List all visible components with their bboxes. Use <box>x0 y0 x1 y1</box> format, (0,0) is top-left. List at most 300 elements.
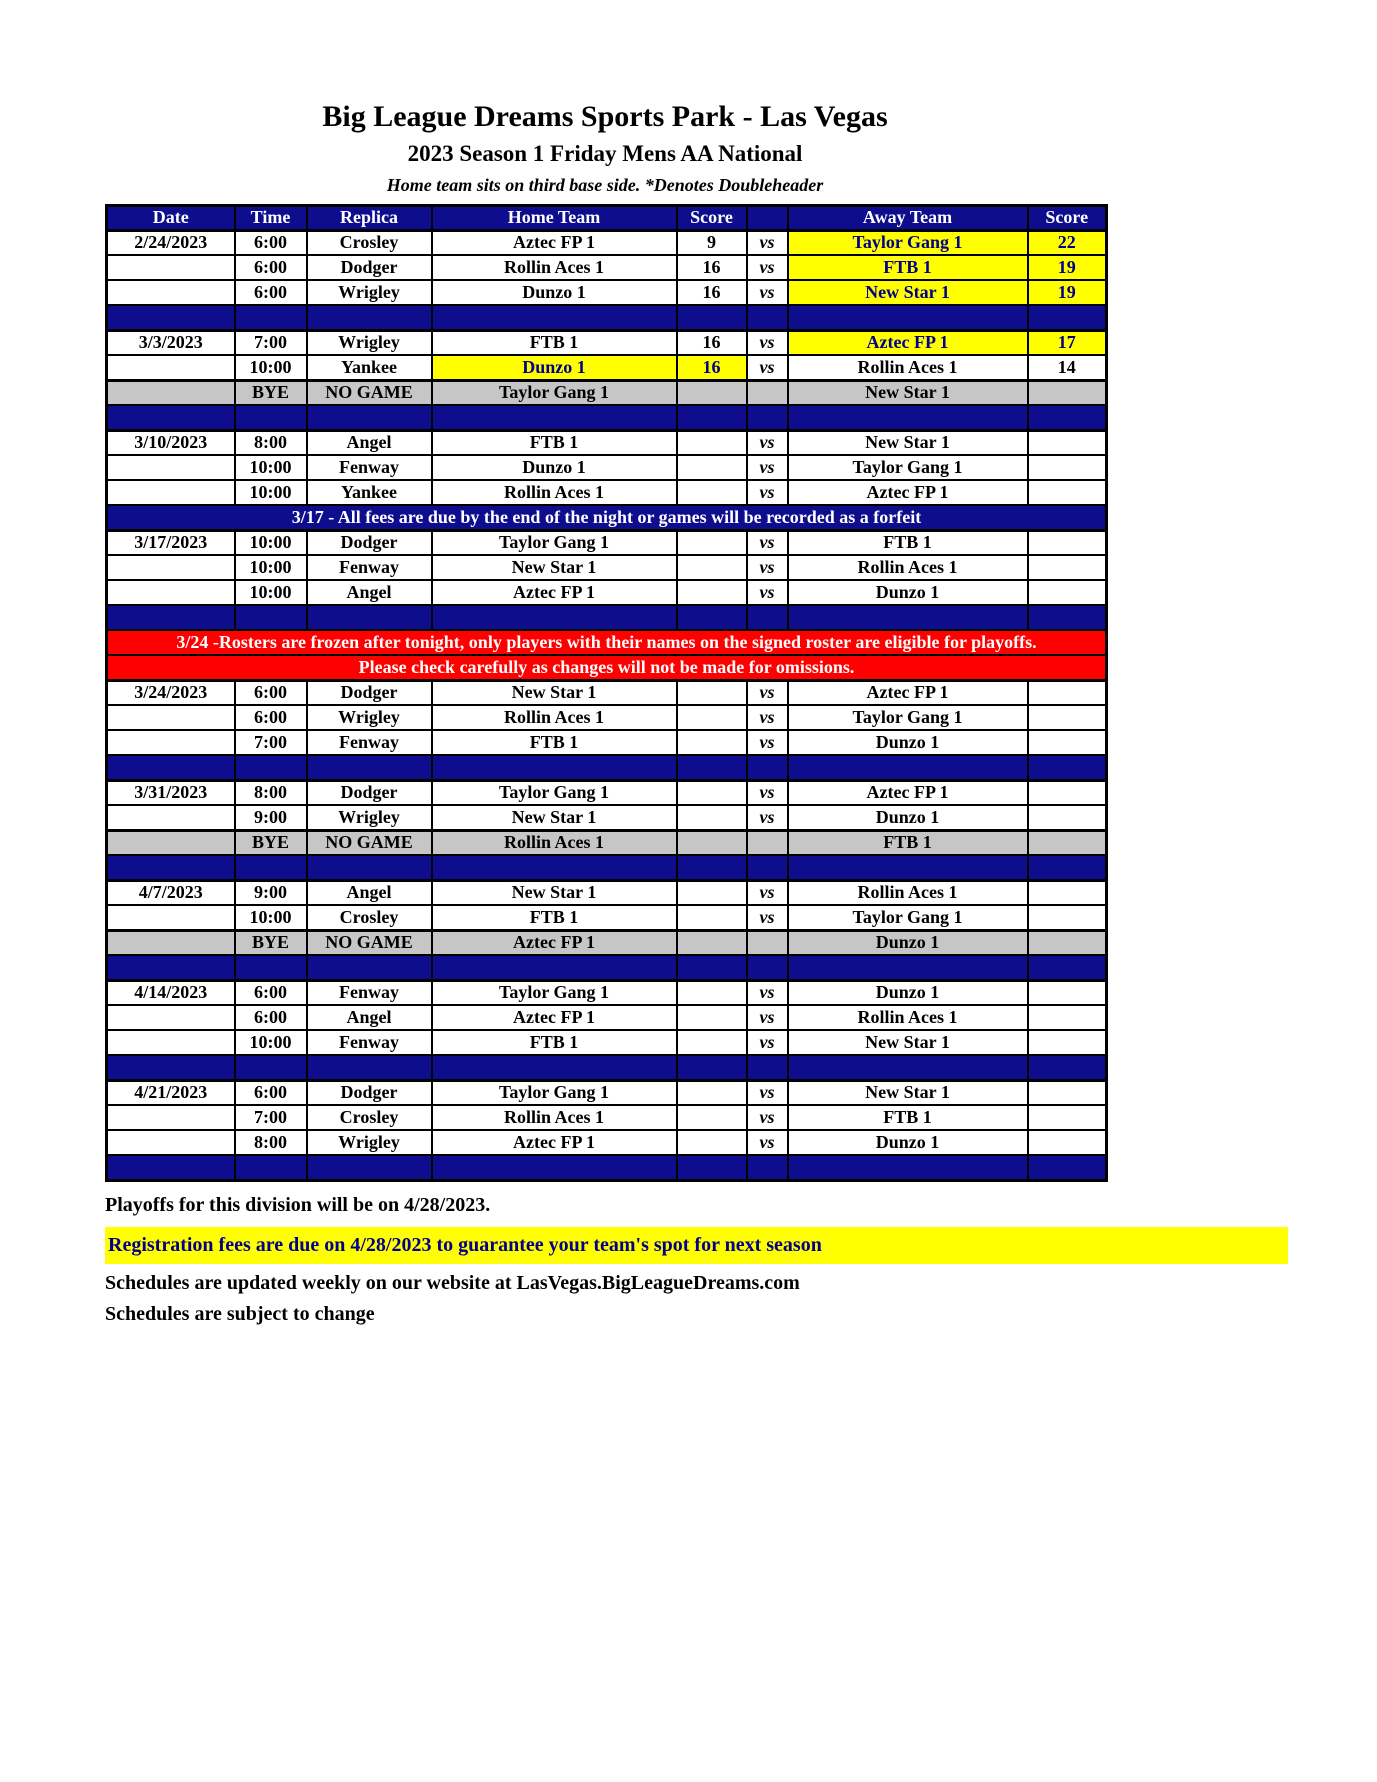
away-score-cell <box>1028 455 1107 480</box>
away-team-cell: New Star 1 <box>788 430 1028 455</box>
separator-cell <box>107 755 235 780</box>
date-cell <box>107 730 235 755</box>
time-cell: 7:00 <box>235 330 307 355</box>
time-cell: 10:00 <box>235 555 307 580</box>
column-header-date: Date <box>107 205 235 230</box>
home-score-cell <box>677 730 747 755</box>
separator-cell <box>107 1055 235 1080</box>
schedule-table-head <box>107 205 1107 230</box>
time-cell: 10:00 <box>235 355 307 380</box>
separator-cell <box>788 955 1028 980</box>
heading-block <box>105 100 1105 196</box>
separator-row <box>107 305 1107 330</box>
away-team-cell: New Star 1 <box>788 1080 1028 1105</box>
time-cell: 6:00 <box>235 255 307 280</box>
home-score-cell <box>677 1130 747 1155</box>
away-team-cell: Taylor Gang 1 <box>788 905 1028 930</box>
game-row <box>107 330 1107 355</box>
separator-cell <box>432 855 677 880</box>
separator-cell <box>235 305 307 330</box>
vs-cell: vs <box>747 230 788 255</box>
separator-cell <box>107 1155 235 1180</box>
separator-cell <box>788 755 1028 780</box>
replica-cell: Wrigley <box>307 330 432 355</box>
date-cell: 3/3/2023 <box>107 330 235 355</box>
date-cell <box>107 380 235 405</box>
registration-note: Registration fees are due on 4/28/2023 to guarantee your team's spot for next season <box>105 1227 1288 1264</box>
home-team-cell: Aztec FP 1 <box>432 930 677 955</box>
home-team-cell: FTB 1 <box>432 730 677 755</box>
vs-cell: vs <box>747 880 788 905</box>
away-score-cell <box>1028 980 1107 1005</box>
date-cell <box>107 480 235 505</box>
away-score-cell: 19 <box>1028 280 1107 305</box>
away-team-cell: Taylor Gang 1 <box>788 230 1028 255</box>
vs-cell: vs <box>747 1005 788 1030</box>
vs-cell: vs <box>747 1080 788 1105</box>
time-cell: 10:00 <box>235 580 307 605</box>
vs-cell: vs <box>747 1030 788 1055</box>
separator-row <box>107 855 1107 880</box>
date-cell <box>107 455 235 480</box>
game-row <box>107 1130 1107 1155</box>
home-team-cell: New Star 1 <box>432 555 677 580</box>
time-cell: 6:00 <box>235 980 307 1005</box>
date-cell: 4/14/2023 <box>107 980 235 1005</box>
bye-row <box>107 830 1107 855</box>
separator-row <box>107 955 1107 980</box>
banner-row <box>107 505 1107 530</box>
replica-cell: Fenway <box>307 730 432 755</box>
vs-cell: vs <box>747 355 788 380</box>
home-score-cell <box>677 680 747 705</box>
separator-cell <box>432 605 677 630</box>
date-cell <box>107 1130 235 1155</box>
date-cell: 4/7/2023 <box>107 880 235 905</box>
date-cell <box>107 1105 235 1130</box>
notice-row <box>107 630 1107 655</box>
home-score-cell <box>677 980 747 1005</box>
home-score-cell: 16 <box>677 330 747 355</box>
away-score-cell <box>1028 580 1107 605</box>
vs-cell: vs <box>747 530 788 555</box>
away-score-cell <box>1028 680 1107 705</box>
home-score-cell <box>677 530 747 555</box>
separator-cell <box>1028 855 1107 880</box>
date-cell <box>107 355 235 380</box>
home-team-cell: FTB 1 <box>432 905 677 930</box>
game-row <box>107 1080 1107 1105</box>
separator-cell <box>788 305 1028 330</box>
separator-cell <box>307 405 432 430</box>
notice-row <box>107 655 1107 680</box>
away-score-cell: 17 <box>1028 330 1107 355</box>
date-cell <box>107 830 235 855</box>
separator-cell <box>747 955 788 980</box>
separator-cell <box>788 405 1028 430</box>
separator-cell <box>1028 1055 1107 1080</box>
time-cell: 9:00 <box>235 805 307 830</box>
date-cell: 3/10/2023 <box>107 430 235 455</box>
home-score-cell <box>677 830 747 855</box>
replica-cell: Dodger <box>307 255 432 280</box>
home-score-cell <box>677 430 747 455</box>
home-team-cell: Dunzo 1 <box>432 355 677 380</box>
home-score-cell <box>677 1105 747 1130</box>
away-score-cell <box>1028 1130 1107 1155</box>
separator-cell <box>788 1155 1028 1180</box>
separator-cell <box>307 605 432 630</box>
away-team-cell: Dunzo 1 <box>788 730 1028 755</box>
home-score-cell: 16 <box>677 355 747 380</box>
notice-text-cell: Please check carefully as changes will not be made for omissions. <box>107 655 1107 680</box>
column-header-score: Score <box>677 205 747 230</box>
playoffs-note: Playoffs for this division will be on 4/28/2023. <box>105 1193 491 1216</box>
home-team-cell: Rollin Aces 1 <box>432 1105 677 1130</box>
separator-cell <box>107 855 235 880</box>
separator-cell <box>747 1155 788 1180</box>
home-team-note: Home team sits on third base side. *Denotes Doubleheader <box>386 174 824 195</box>
date-cell <box>107 805 235 830</box>
replica-cell: Crosley <box>307 905 432 930</box>
away-score-cell <box>1028 555 1107 580</box>
home-team-cell: Rollin Aces 1 <box>432 705 677 730</box>
date-cell: 4/21/2023 <box>107 1080 235 1105</box>
away-score-cell <box>1028 805 1107 830</box>
home-score-cell <box>677 880 747 905</box>
schedule-table-body <box>107 230 1107 1180</box>
vs-cell: vs <box>747 905 788 930</box>
time-cell: 8:00 <box>235 780 307 805</box>
away-team-cell: Rollin Aces 1 <box>788 555 1028 580</box>
replica-cell: NO GAME <box>307 380 432 405</box>
footer-block <box>105 1192 1285 1328</box>
time-cell: 10:00 <box>235 905 307 930</box>
separator-row <box>107 1055 1107 1080</box>
away-score-cell <box>1028 880 1107 905</box>
away-team-cell: New Star 1 <box>788 280 1028 305</box>
away-team-cell: Aztec FP 1 <box>788 330 1028 355</box>
replica-cell: Crosley <box>307 1105 432 1130</box>
home-team-cell: Aztec FP 1 <box>432 580 677 605</box>
bye-row <box>107 380 1107 405</box>
separator-cell <box>1028 305 1107 330</box>
separator-cell <box>747 605 788 630</box>
separator-cell <box>235 755 307 780</box>
home-team-cell: Taylor Gang 1 <box>432 530 677 555</box>
away-team-cell: Rollin Aces 1 <box>788 1005 1028 1030</box>
home-team-cell: Dunzo 1 <box>432 280 677 305</box>
home-team-cell: Taylor Gang 1 <box>432 380 677 405</box>
vs-cell <box>747 380 788 405</box>
separator-cell <box>677 855 747 880</box>
home-score-cell: 16 <box>677 280 747 305</box>
away-team-cell: Aztec FP 1 <box>788 680 1028 705</box>
replica-cell: Dodger <box>307 1080 432 1105</box>
replica-cell: Dodger <box>307 780 432 805</box>
replica-cell: NO GAME <box>307 830 432 855</box>
home-score-cell <box>677 480 747 505</box>
time-cell: BYE <box>235 930 307 955</box>
away-team-cell: Taylor Gang 1 <box>788 705 1028 730</box>
replica-cell: Wrigley <box>307 1130 432 1155</box>
game-row <box>107 880 1107 905</box>
vs-cell: vs <box>747 705 788 730</box>
home-team-cell: New Star 1 <box>432 805 677 830</box>
replica-cell: Fenway <box>307 555 432 580</box>
separator-cell <box>107 605 235 630</box>
game-row <box>107 1105 1107 1130</box>
away-score-cell: 14 <box>1028 355 1107 380</box>
vs-cell: vs <box>747 430 788 455</box>
away-team-cell: New Star 1 <box>788 380 1028 405</box>
home-score-cell <box>677 780 747 805</box>
separator-row <box>107 405 1107 430</box>
game-row <box>107 530 1107 555</box>
time-cell: 6:00 <box>235 705 307 730</box>
away-score-cell <box>1028 930 1107 955</box>
vs-cell: vs <box>747 580 788 605</box>
game-row <box>107 455 1107 480</box>
home-team-cell: Taylor Gang 1 <box>432 1080 677 1105</box>
banner-text-cell: 3/17 - All fees are due by the end of the night or games will be recorded as a forfeit <box>107 505 1107 530</box>
game-row <box>107 1030 1107 1055</box>
separator-cell <box>235 855 307 880</box>
game-row <box>107 255 1107 280</box>
home-score-cell: 9 <box>677 230 747 255</box>
date-cell <box>107 1030 235 1055</box>
date-cell: 3/31/2023 <box>107 780 235 805</box>
replica-cell: Wrigley <box>307 805 432 830</box>
home-team-cell: New Star 1 <box>432 680 677 705</box>
home-score-cell <box>677 1005 747 1030</box>
separator-cell <box>235 1155 307 1180</box>
away-score-cell <box>1028 830 1107 855</box>
time-cell: 7:00 <box>235 730 307 755</box>
separator-cell <box>307 855 432 880</box>
away-score-cell <box>1028 380 1107 405</box>
separator-cell <box>747 855 788 880</box>
time-cell: 10:00 <box>235 1030 307 1055</box>
time-cell: 8:00 <box>235 1130 307 1155</box>
away-score-cell: 19 <box>1028 255 1107 280</box>
vs-cell <box>747 830 788 855</box>
separator-cell <box>747 1055 788 1080</box>
home-score-cell <box>677 930 747 955</box>
game-row <box>107 905 1107 930</box>
separator-cell <box>432 955 677 980</box>
separator-cell <box>307 755 432 780</box>
replica-cell: Crosley <box>307 230 432 255</box>
away-team-cell: Aztec FP 1 <box>788 780 1028 805</box>
time-cell: 6:00 <box>235 230 307 255</box>
away-team-cell: FTB 1 <box>788 830 1028 855</box>
game-row <box>107 980 1107 1005</box>
bye-row <box>107 930 1107 955</box>
replica-cell: Wrigley <box>307 705 432 730</box>
column-header-vs <box>747 205 788 230</box>
game-row <box>107 555 1107 580</box>
separator-cell <box>307 1155 432 1180</box>
time-cell: 6:00 <box>235 1005 307 1030</box>
away-team-cell: Dunzo 1 <box>788 805 1028 830</box>
separator-cell <box>235 1055 307 1080</box>
vs-cell: vs <box>747 980 788 1005</box>
separator-cell <box>788 605 1028 630</box>
separator-cell <box>747 755 788 780</box>
home-team-cell: Dunzo 1 <box>432 455 677 480</box>
home-team-cell: Aztec FP 1 <box>432 1130 677 1155</box>
away-team-cell: New Star 1 <box>788 1030 1028 1055</box>
separator-row <box>107 605 1107 630</box>
separator-cell <box>307 305 432 330</box>
date-cell <box>107 555 235 580</box>
vs-cell: vs <box>747 255 788 280</box>
away-team-cell: FTB 1 <box>788 255 1028 280</box>
replica-cell: Angel <box>307 580 432 605</box>
home-score-cell <box>677 580 747 605</box>
home-team-cell: Aztec FP 1 <box>432 1005 677 1030</box>
date-cell: 3/24/2023 <box>107 680 235 705</box>
home-score-cell <box>677 455 747 480</box>
date-cell: 3/17/2023 <box>107 530 235 555</box>
home-score-cell <box>677 805 747 830</box>
separator-cell <box>235 405 307 430</box>
separator-cell <box>432 755 677 780</box>
game-row <box>107 280 1107 305</box>
separator-cell <box>788 1055 1028 1080</box>
separator-row <box>107 755 1107 780</box>
game-row <box>107 730 1107 755</box>
date-cell <box>107 705 235 730</box>
game-row <box>107 480 1107 505</box>
game-row <box>107 680 1107 705</box>
home-score-cell <box>677 905 747 930</box>
date-cell <box>107 1005 235 1030</box>
schedule-change-note: Schedules are subject to change <box>105 1302 375 1325</box>
vs-cell: vs <box>747 455 788 480</box>
column-header-score: Score <box>1028 205 1107 230</box>
vs-cell: vs <box>747 330 788 355</box>
separator-cell <box>235 605 307 630</box>
game-row <box>107 1005 1107 1030</box>
away-team-cell: Dunzo 1 <box>788 980 1028 1005</box>
separator-cell <box>307 1055 432 1080</box>
separator-cell <box>788 855 1028 880</box>
vs-cell: vs <box>747 1130 788 1155</box>
separator-cell <box>677 955 747 980</box>
replica-cell: Fenway <box>307 980 432 1005</box>
away-team-cell: Aztec FP 1 <box>788 480 1028 505</box>
separator-row <box>107 1155 1107 1180</box>
away-team-cell: Dunzo 1 <box>788 580 1028 605</box>
away-score-cell: 22 <box>1028 230 1107 255</box>
page-title: Big League Dreams Sports Park - Las Vegas <box>322 100 888 133</box>
vs-cell: vs <box>747 680 788 705</box>
game-row <box>107 430 1107 455</box>
game-row <box>107 705 1107 730</box>
home-score-cell <box>677 380 747 405</box>
time-cell: 6:00 <box>235 280 307 305</box>
home-team-cell: Rollin Aces 1 <box>432 830 677 855</box>
separator-cell <box>107 405 235 430</box>
game-row <box>107 780 1107 805</box>
time-cell: BYE <box>235 380 307 405</box>
separator-cell <box>432 405 677 430</box>
replica-cell: Dodger <box>307 530 432 555</box>
away-score-cell <box>1028 480 1107 505</box>
separator-cell <box>1028 405 1107 430</box>
away-team-cell: Taylor Gang 1 <box>788 455 1028 480</box>
separator-cell <box>432 1055 677 1080</box>
away-score-cell <box>1028 1080 1107 1105</box>
time-cell: 10:00 <box>235 530 307 555</box>
home-team-cell: Aztec FP 1 <box>432 230 677 255</box>
separator-cell <box>677 755 747 780</box>
separator-cell <box>677 605 747 630</box>
time-cell: 6:00 <box>235 1080 307 1105</box>
separator-cell <box>107 305 235 330</box>
time-cell: 9:00 <box>235 880 307 905</box>
page-subtitle: 2023 Season 1 Friday Mens AA National <box>407 140 803 166</box>
header-row <box>107 205 1107 230</box>
home-score-cell <box>677 1080 747 1105</box>
away-score-cell <box>1028 1030 1107 1055</box>
home-team-cell: Taylor Gang 1 <box>432 980 677 1005</box>
column-header-away-team: Away Team <box>788 205 1028 230</box>
replica-cell: Yankee <box>307 355 432 380</box>
away-team-cell: FTB 1 <box>788 530 1028 555</box>
vs-cell: vs <box>747 280 788 305</box>
home-team-cell: Taylor Gang 1 <box>432 780 677 805</box>
separator-cell <box>107 955 235 980</box>
time-cell: 7:00 <box>235 1105 307 1130</box>
replica-cell: Angel <box>307 430 432 455</box>
notice-text-cell: 3/24 -Rosters are frozen after tonight, only players with their names on the signed roster are eligible for playoffs. <box>107 630 1107 655</box>
away-score-cell <box>1028 705 1107 730</box>
away-score-cell <box>1028 780 1107 805</box>
replica-cell: Dodger <box>307 680 432 705</box>
away-score-cell <box>1028 530 1107 555</box>
home-score-cell: 16 <box>677 255 747 280</box>
column-header-replica: Replica <box>307 205 432 230</box>
away-team-cell: Dunzo 1 <box>788 1130 1028 1155</box>
vs-cell: vs <box>747 555 788 580</box>
replica-cell: Angel <box>307 1005 432 1030</box>
separator-cell <box>677 405 747 430</box>
time-cell: 10:00 <box>235 480 307 505</box>
away-score-cell <box>1028 1105 1107 1130</box>
time-cell: 6:00 <box>235 680 307 705</box>
time-cell: BYE <box>235 830 307 855</box>
replica-cell: Wrigley <box>307 280 432 305</box>
replica-cell: Fenway <box>307 1030 432 1055</box>
vs-cell: vs <box>747 480 788 505</box>
date-cell: 2/24/2023 <box>107 230 235 255</box>
home-team-cell: Rollin Aces 1 <box>432 255 677 280</box>
column-header-home-team: Home Team <box>432 205 677 230</box>
away-score-cell <box>1028 730 1107 755</box>
date-cell <box>107 580 235 605</box>
separator-cell <box>235 955 307 980</box>
separator-cell <box>1028 605 1107 630</box>
replica-cell: Yankee <box>307 480 432 505</box>
date-cell <box>107 930 235 955</box>
home-team-cell: FTB 1 <box>432 330 677 355</box>
game-row <box>107 805 1107 830</box>
away-team-cell: Rollin Aces 1 <box>788 880 1028 905</box>
date-cell <box>107 280 235 305</box>
